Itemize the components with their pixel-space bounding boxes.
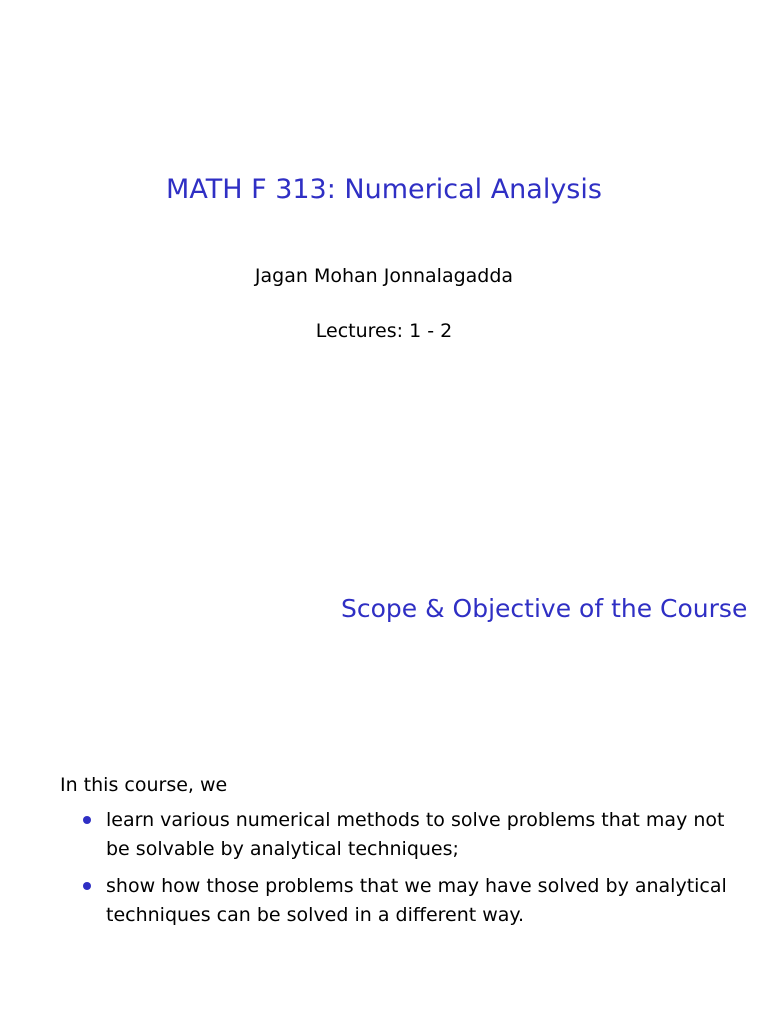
bullet-dot-icon	[83, 816, 91, 824]
intro-text: In this course, we	[60, 774, 228, 796]
bullet-dot-icon	[83, 882, 91, 890]
bullet-list	[80, 806, 730, 938]
document-title: MATH F 313: Numerical Analysis	[166, 174, 602, 205]
list-item	[80, 806, 730, 864]
bullet-text: learn various numerical methods to solve problems that may not be solvable by analytical techniques;	[106, 809, 725, 860]
bullet-text: show how those problems that we may have solved by analytical techniques can be solved in a different way.	[106, 875, 727, 926]
list-item	[80, 872, 730, 930]
section-title-scope: Scope & Objective of the Course	[341, 594, 748, 623]
lecture-numbers: Lectures: 1 - 2	[315, 320, 453, 342]
author-name: Jagan Mohan Jonnalagadda	[254, 265, 514, 287]
